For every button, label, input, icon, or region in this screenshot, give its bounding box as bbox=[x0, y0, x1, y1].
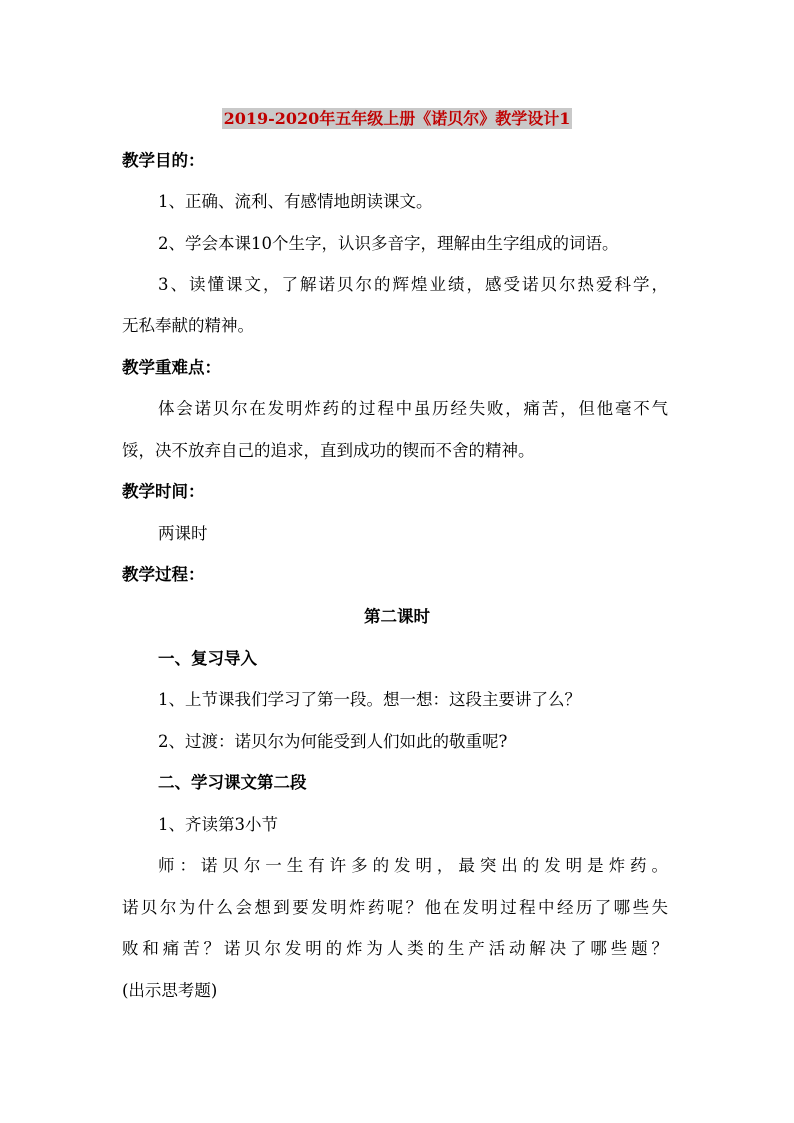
teacher-text-line3: 败和痛苦？诺贝尔发明的炸为人类的生产活动解决了哪些题？ bbox=[122, 939, 668, 958]
section-2-heading: 二、学习课文第二段 bbox=[158, 773, 307, 792]
teacher-text-line4: (出示思考题) bbox=[122, 981, 218, 1000]
teacher-text-line2: 诺贝尔为什么会想到要发明炸药呢？他在发明过程中经历了哪些失 bbox=[122, 898, 668, 917]
teacher-text-line1: 师：诺贝尔一生有许多的发明，最突出的发明是炸药。 bbox=[158, 856, 668, 875]
lesson-heading: 第二课时 bbox=[364, 607, 430, 626]
section-1-heading: 一、复习导入 bbox=[158, 649, 257, 668]
time-heading: 教学时间： bbox=[122, 482, 205, 501]
key-points-line2: 馁，决不放弃自己的追求，直到成功的锲而不舍的精神。 bbox=[122, 441, 535, 460]
objective-3-line1: 3、读懂课文，了解诺贝尔的辉煌业绩，感受诺贝尔热爱科学， bbox=[158, 275, 668, 294]
section-2-item-1: 1、齐读第3小节 bbox=[158, 815, 278, 834]
key-points-line1: 体会诺贝尔在发明炸药的过程中虽历经失败，痛苦，但他毫不气 bbox=[158, 399, 668, 418]
time-value: 两课时 bbox=[158, 524, 208, 543]
objective-2: 2、学会本课10个生字，认识多音字，理解由生字组成的词语。 bbox=[158, 234, 619, 253]
section-1-item-1: 1、上节课我们学习了第一段。想一想：这段主要讲了么？ bbox=[158, 690, 581, 709]
section-1-item-2: 2、过渡：诺贝尔为何能受到人们如此的敬重呢? bbox=[158, 732, 508, 751]
title-text: 2019-2020年五年级上册《诺贝尔》教学设计1 bbox=[223, 109, 571, 128]
objective-1: 1、正确、流利、有感情地朗读课文。 bbox=[158, 192, 433, 211]
objective-3-line2: 无私奉献的精神。 bbox=[122, 316, 254, 335]
objectives-heading: 教学目的： bbox=[122, 151, 205, 170]
document-title bbox=[0, 106, 794, 129]
key-points-heading: 教学重难点： bbox=[122, 358, 221, 377]
process-heading: 教学过程： bbox=[122, 565, 205, 584]
